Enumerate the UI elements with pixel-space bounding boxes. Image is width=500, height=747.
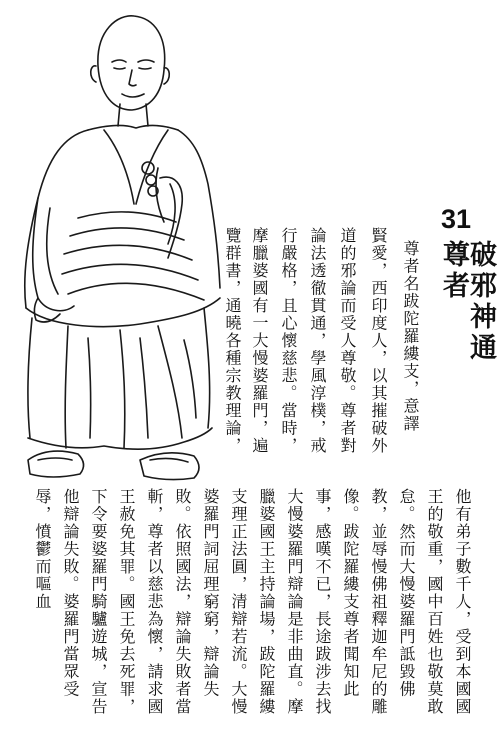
text-column: 教，並辱慢佛祖釋迦牟尼的雕 bbox=[369, 488, 388, 716]
chapter-name: 破邪神通尊者 bbox=[438, 240, 496, 364]
text-column: 斬，尊者以慈悲為懷，請求國 bbox=[145, 488, 164, 716]
text-column: 大慢婆羅門辯論是非曲直。摩 bbox=[285, 488, 304, 716]
text-column: 行嚴格，且心懷慈悲。當時， bbox=[279, 227, 298, 455]
text-column: 尊者名跋陀羅縷支，意譯 bbox=[401, 240, 420, 433]
chapter-number: 31 bbox=[440, 204, 472, 234]
text-column: 王的敬重，國中百姓也敬莫敢 bbox=[425, 488, 444, 716]
text-column: 敗。依照國法，辯論失敗者當 bbox=[173, 488, 192, 716]
text-column: 婆羅門詞屈理窮窮，辯論失 bbox=[201, 488, 220, 698]
text-column: 辱，憤鬱而嘔血 bbox=[33, 488, 52, 611]
text-column: 覽群書，通曉各種宗教理論， bbox=[223, 227, 242, 455]
text-column: 支理正法圓，清辯若流。大慢 bbox=[229, 488, 248, 716]
text-column: 他辯論失敗。婆羅門當眾受 bbox=[61, 488, 80, 698]
chapter-title bbox=[428, 204, 496, 364]
text-column: 論法透徹貫通，學風淳樸，戒 bbox=[308, 227, 327, 455]
text-column: 道的邪論而受人尊敬。尊者對 bbox=[338, 227, 357, 455]
text-column: 王赦免其罪。國王免去死罪， bbox=[117, 488, 136, 716]
arhat-illustration bbox=[8, 8, 240, 506]
text-column: 摩臘婆國有一大慢婆羅門，遍 bbox=[250, 227, 269, 455]
text-column: 像。跋陀羅縷支尊者聞知此 bbox=[341, 488, 360, 698]
text-column: 事，感嘆不已，長途跋涉去找 bbox=[313, 488, 332, 716]
text-column: 賢愛，西印度人，以其摧破外 bbox=[369, 227, 388, 455]
text-column: 他有弟子數千人，受到本國國 bbox=[453, 488, 472, 716]
text-column: 下令要婆羅門騎驢遊城，宣告 bbox=[89, 488, 108, 716]
text-column: 臘婆國王主持論場，跋陀羅縷 bbox=[257, 488, 276, 716]
text-column: 怠。然而大慢婆羅門詆毀佛 bbox=[397, 488, 416, 698]
